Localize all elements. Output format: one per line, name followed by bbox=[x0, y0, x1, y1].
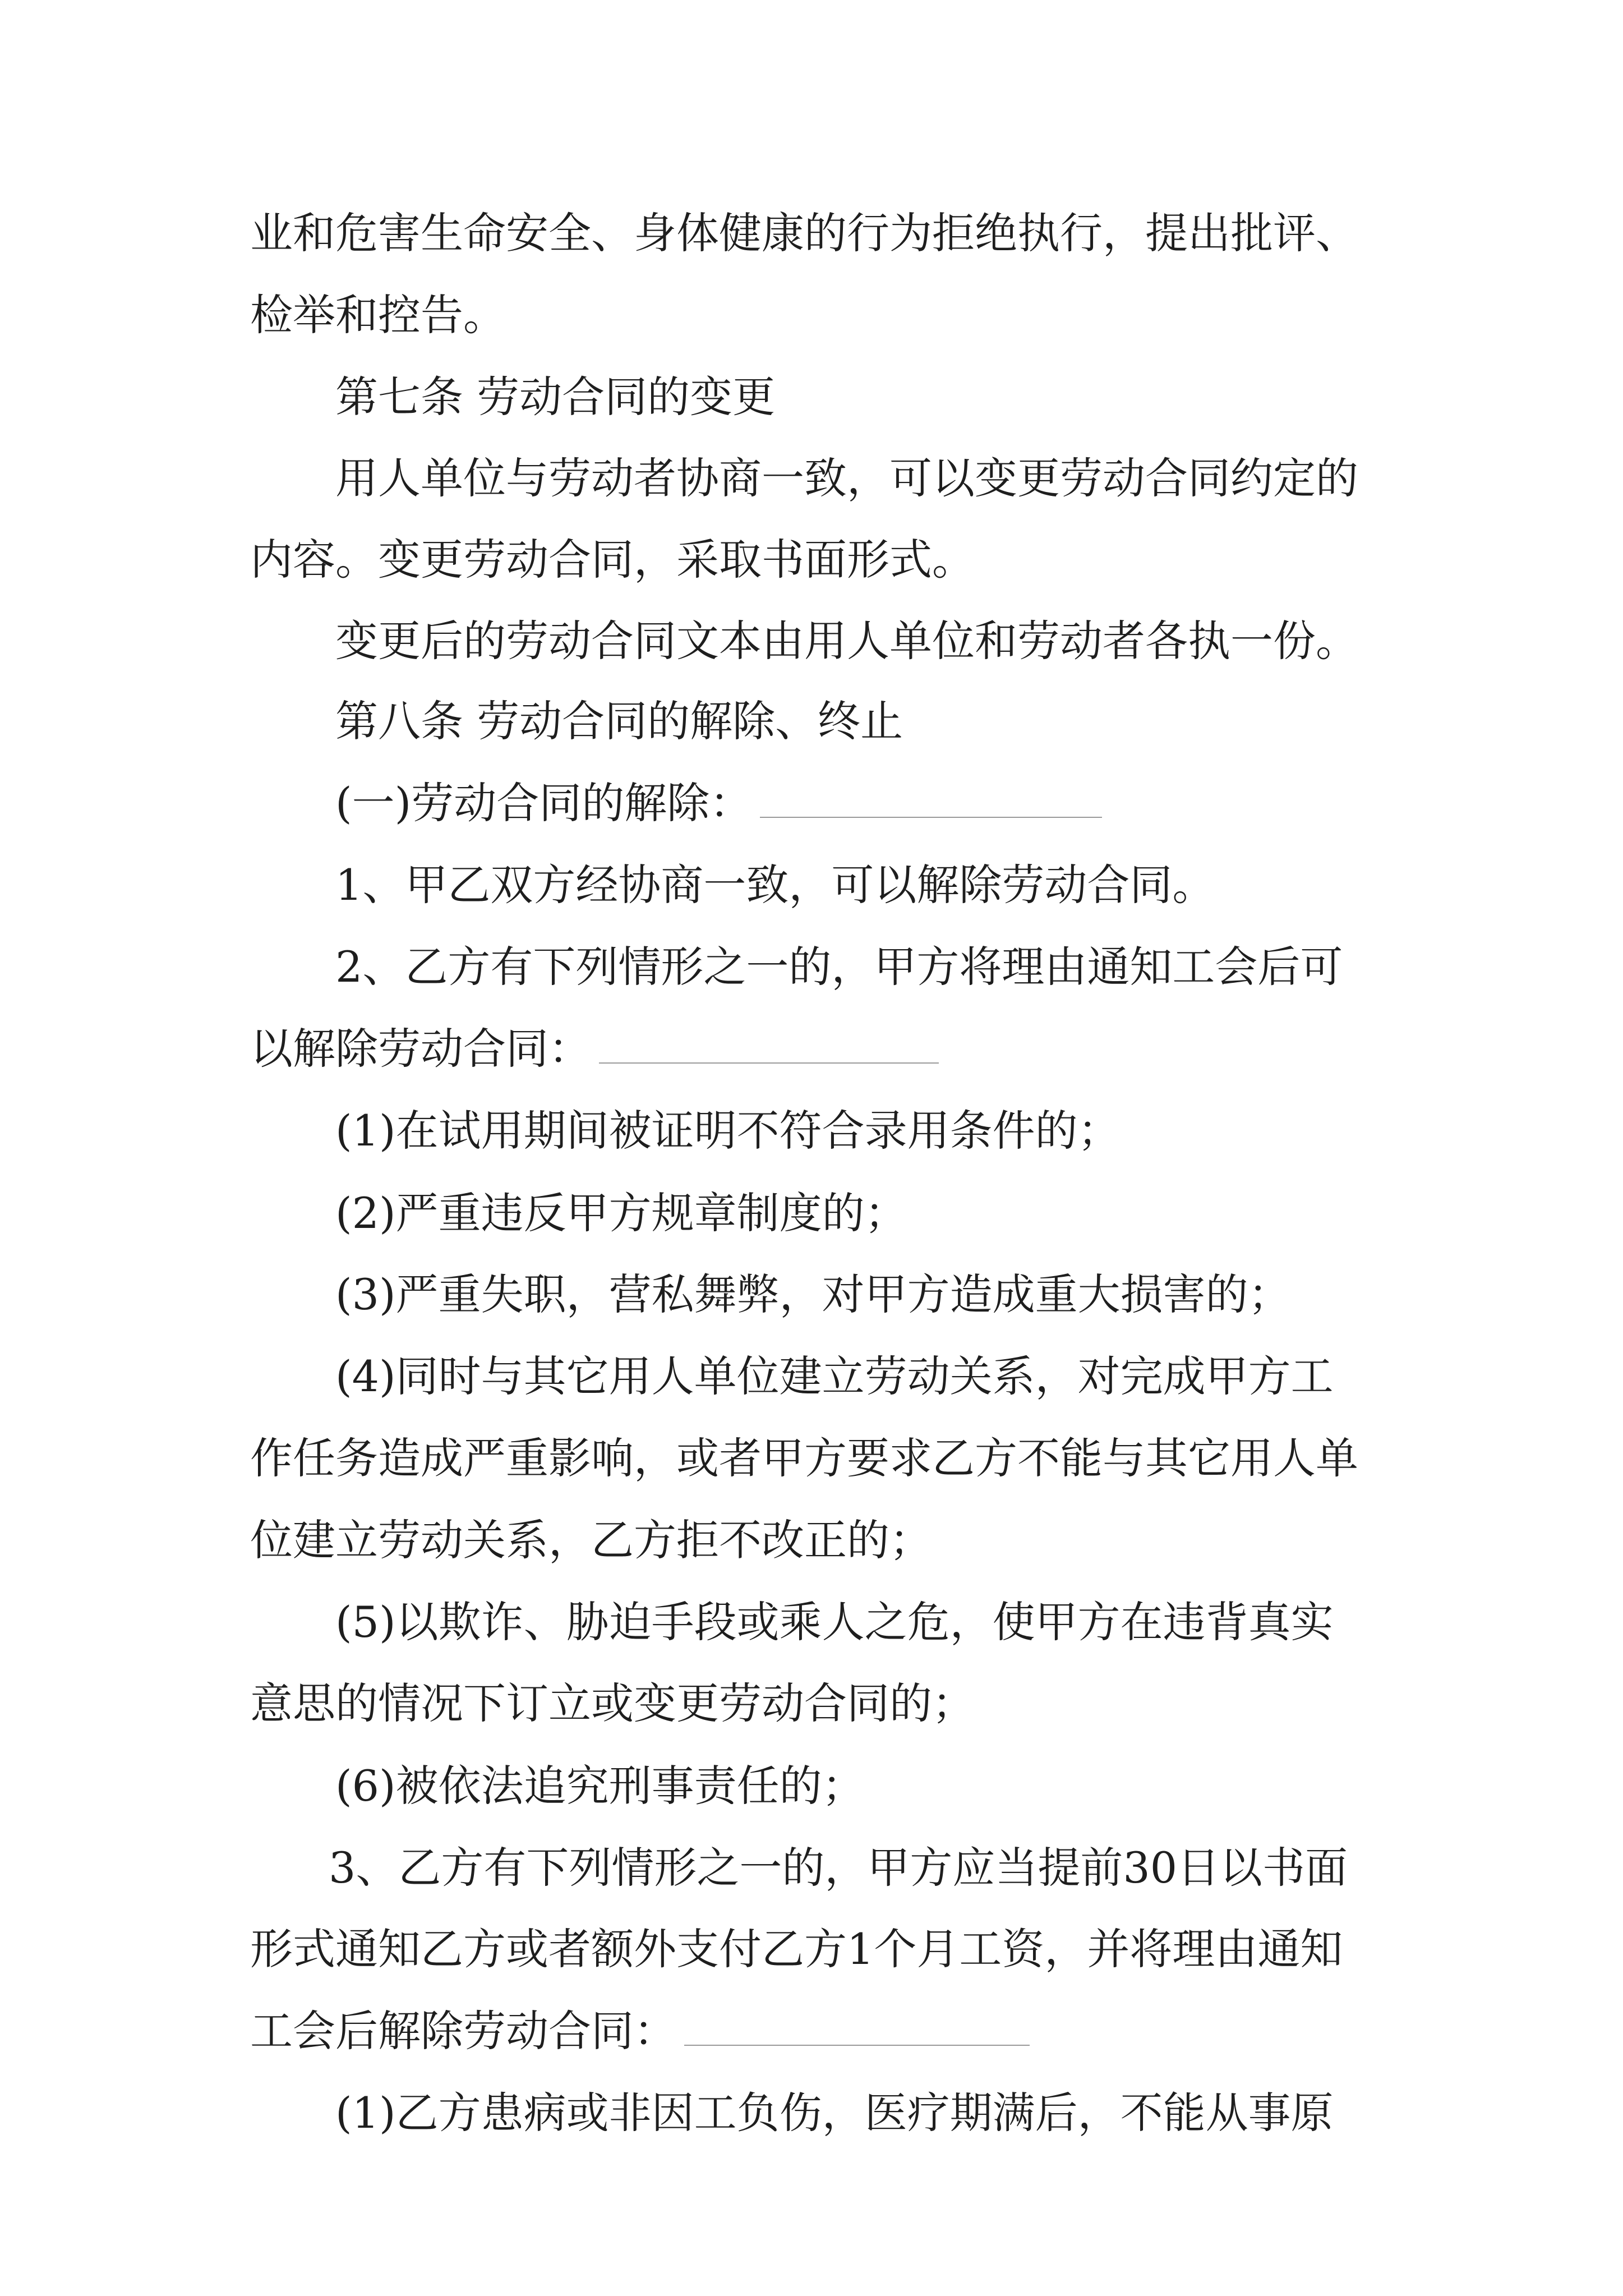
text-line: 业和危害生命安全、身体健康的行为拒绝执行，提出批评、 bbox=[250, 208, 1358, 258]
clause-label: (一)劳动合同的解除： bbox=[335, 778, 753, 828]
text-line bbox=[250, 1021, 939, 1077]
text-line: 2、乙方有下列情形之一的，甲方将理由通知工会后可 bbox=[335, 942, 1343, 992]
text-line: 意思的情况下订立或变更劳动合同的； bbox=[250, 1678, 975, 1728]
text-line: 3、乙方有下列情形之一的，甲方应当提前30日以书面 bbox=[329, 1843, 1348, 1893]
text-line: 作任务造成严重影响，或者甲方要求乙方不能与其它用人单 bbox=[250, 1433, 1358, 1483]
list-item: (6)被依法追究刑事责任的； bbox=[335, 1761, 865, 1811]
text-line bbox=[335, 775, 1102, 831]
fill-in-blank bbox=[599, 1028, 939, 1064]
text-line: 用人单位与劳动者协商一致，可以变更劳动合同约定的 bbox=[335, 453, 1358, 503]
text-line: 变更后的劳动合同文本由用人单位和劳动者各执一份。 bbox=[335, 616, 1358, 666]
text-line: 形式通知乙方或者额外支付乙方1个月工资，并将理由通知 bbox=[250, 1924, 1343, 1974]
clause-label: 以解除劳动合同： bbox=[250, 1024, 591, 1074]
list-item: (1)乙方患病或非因工负伤，医疗期满后，不能从事原 bbox=[335, 2088, 1334, 2138]
article-heading: 第七条 劳动合同的变更 bbox=[335, 372, 776, 422]
text-line: 内容。变更劳动合同，采取书面形式。 bbox=[250, 535, 975, 585]
text-line: 检举和控告。 bbox=[250, 290, 506, 340]
list-item: (5)以欺诈、胁迫手段或乘人之危，使甲方在违背真实 bbox=[335, 1597, 1334, 1647]
text-line: 1、甲乙双方经协商一致，可以解除劳动合同。 bbox=[335, 860, 1215, 910]
clause-label: 工会后解除劳动合同： bbox=[250, 2006, 676, 2056]
article-heading: 第八条 劳动合同的解除、终止 bbox=[335, 696, 903, 746]
list-item: (2)严重违反甲方规章制度的； bbox=[335, 1188, 907, 1238]
list-item: (1)在试用期间被证明不符合录用条件的； bbox=[335, 1106, 1121, 1156]
fill-in-blank bbox=[760, 782, 1102, 818]
list-item: (4)同时与其它用人单位建立劳动关系，对完成甲方工 bbox=[335, 1351, 1334, 1401]
text-line bbox=[250, 2003, 1030, 2059]
list-item: (3)严重失职，营私舞弊，对甲方造成重大损害的； bbox=[335, 1269, 1291, 1319]
fill-in-blank bbox=[684, 2010, 1030, 2046]
text-line: 位建立劳动关系，乙方拒不改正的； bbox=[250, 1515, 932, 1565]
